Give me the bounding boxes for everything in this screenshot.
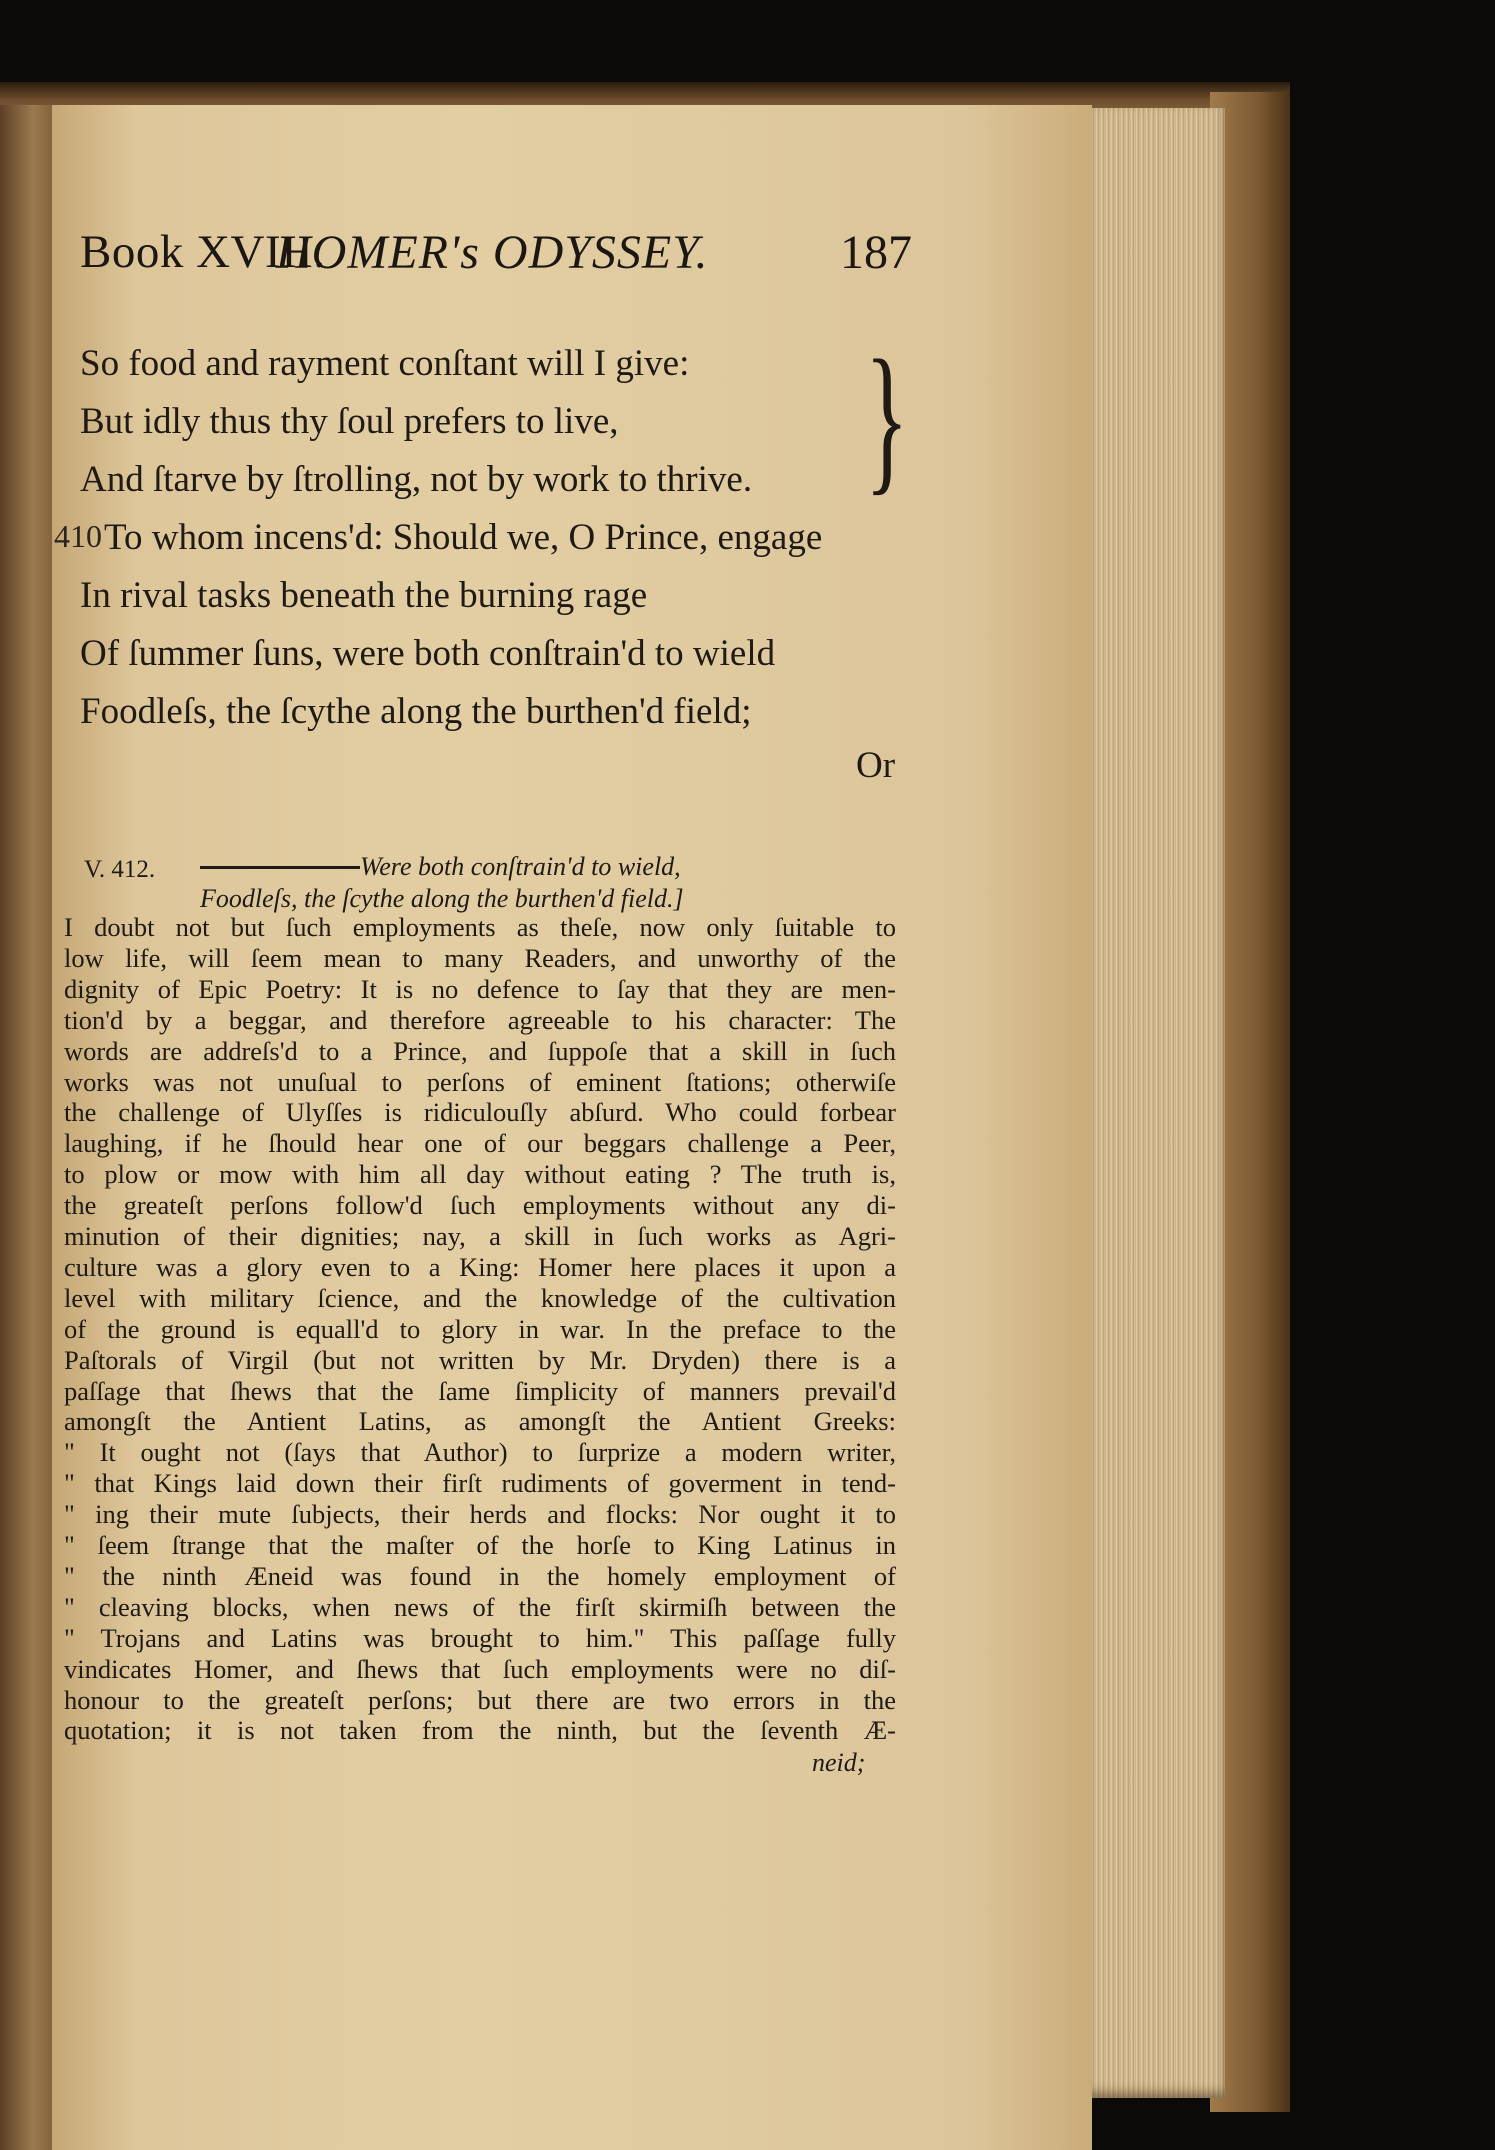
catchword: Or [856,745,896,786]
note-line: " Trojans and Latins was brought to him." This paſſage fully [64,1622,896,1653]
note-line: amongſt the Antient Latins, as amongſt the Antient Greeks: [64,1406,896,1437]
facing-page-edge [0,105,60,2150]
note-line: I doubt not but ſuch employments as theſe, now only ſuitable to [64,912,896,942]
note-quote-line1: Were both conſtrain'd to wield, [360,852,681,881]
verse-line: To whom incens'd: Should we, O Prince, engage [104,517,823,558]
note-line: of the ground is equall'd to glory in war. In the preface to the [64,1313,896,1344]
note-last-word: neid; [812,1748,866,1777]
note-line: " cleaving blocks, when news of the firſt skirmiſh between the [64,1591,896,1622]
note-line: to plow or mow with him all day without eating ? The truth is, [64,1159,896,1190]
verse-line: But idly thus thy ſoul prefers to live, [80,401,619,442]
note-line: dignity of Epic Poetry: It is no defence to ſay that they are men- [64,973,896,1004]
verse-number: 410 [54,518,102,554]
note-line: the greateſt perſons follow'd ſuch employments without any di- [64,1190,896,1221]
running-header [80,225,920,295]
note-line: laughing, if he ſhould hear one of our beggars challenge a Peer, [64,1128,896,1159]
verse-line: So food and rayment conſtant will I give: [80,343,690,384]
note-reference: V. 412. [84,856,156,883]
note-line: vindicates Homer, and ſhews that ſuch employments were no diſ- [64,1653,896,1684]
verse-line: And ſtarve by ſtrolling, not by work to thrive. [80,459,753,500]
note-line: culture was a glory even to a King: Homer here places it upon a [64,1251,896,1282]
note-line: minution of their dignities; nay, a skill in ſuch works as Agri- [64,1221,896,1251]
note-line: " the ninth Æneid was found in the homely employment of [64,1560,896,1591]
note-line: Paſtorals of Virgil (but not written by Mr. Dryden) there is a [64,1344,896,1375]
verse-line: Foodleſs, the ſcythe along the burthen'd field; [80,691,752,732]
note-line: " ſeem ſtrange that the maſter of the horſe to King Latinus in [64,1530,896,1560]
note-quote-line2: Foodleſs, the ſcythe along the burthen'd field.] [200,884,684,913]
note-line: tion'd by a beggar, and therefore agreeable to his character: The [64,1004,896,1035]
triplet-brace-icon: } [865,326,909,509]
note-line: the challenge of Ulyſſes is ridiculouſly abſurd. Who could forbear [64,1097,896,1128]
header-book: Book XVIII. [80,226,326,278]
page-number: 187 [840,226,912,279]
note-line: " that Kings laid down their firſt rudiments of goverment in tend- [64,1468,896,1499]
note-line: paſſage that ſhews that the ſame ſimplicity of manners prevail'd [64,1375,896,1406]
verse-line: Of ſummer ſuns, were both conſtrain'd to wield [80,633,776,674]
note-dash [200,866,360,869]
verse-line: In rival tasks beneath the burning rage [80,575,648,616]
page-block-edge [1085,108,1225,2098]
note-line: works was not unuſual to perſons of eminent ſtations; otherwiſe [64,1066,896,1097]
note-line: level with military ſcience, and the knowledge of the cultivation [64,1282,896,1313]
header-title: HOMER's ODYSSEY. [276,226,709,279]
note-line: quotation; it is not taken from the ninth, but the ſeventh Æ- [64,1715,896,1746]
note-line: low life, will ſeem mean to many Readers, and unworthy of the [64,942,896,973]
note-line: " ing their mute ſubjects, their herds and flocks: Nor ought it to [64,1499,896,1530]
note-line: " It ought not (ſays that Author) to ſurprize a modern writer, [64,1437,896,1468]
note-line: honour to the greateſt perſons; but there are two errors in the [64,1684,896,1715]
note-line: words are addreſs'd to a Prince, and ſuppoſe that a skill in ſuch [64,1035,896,1066]
